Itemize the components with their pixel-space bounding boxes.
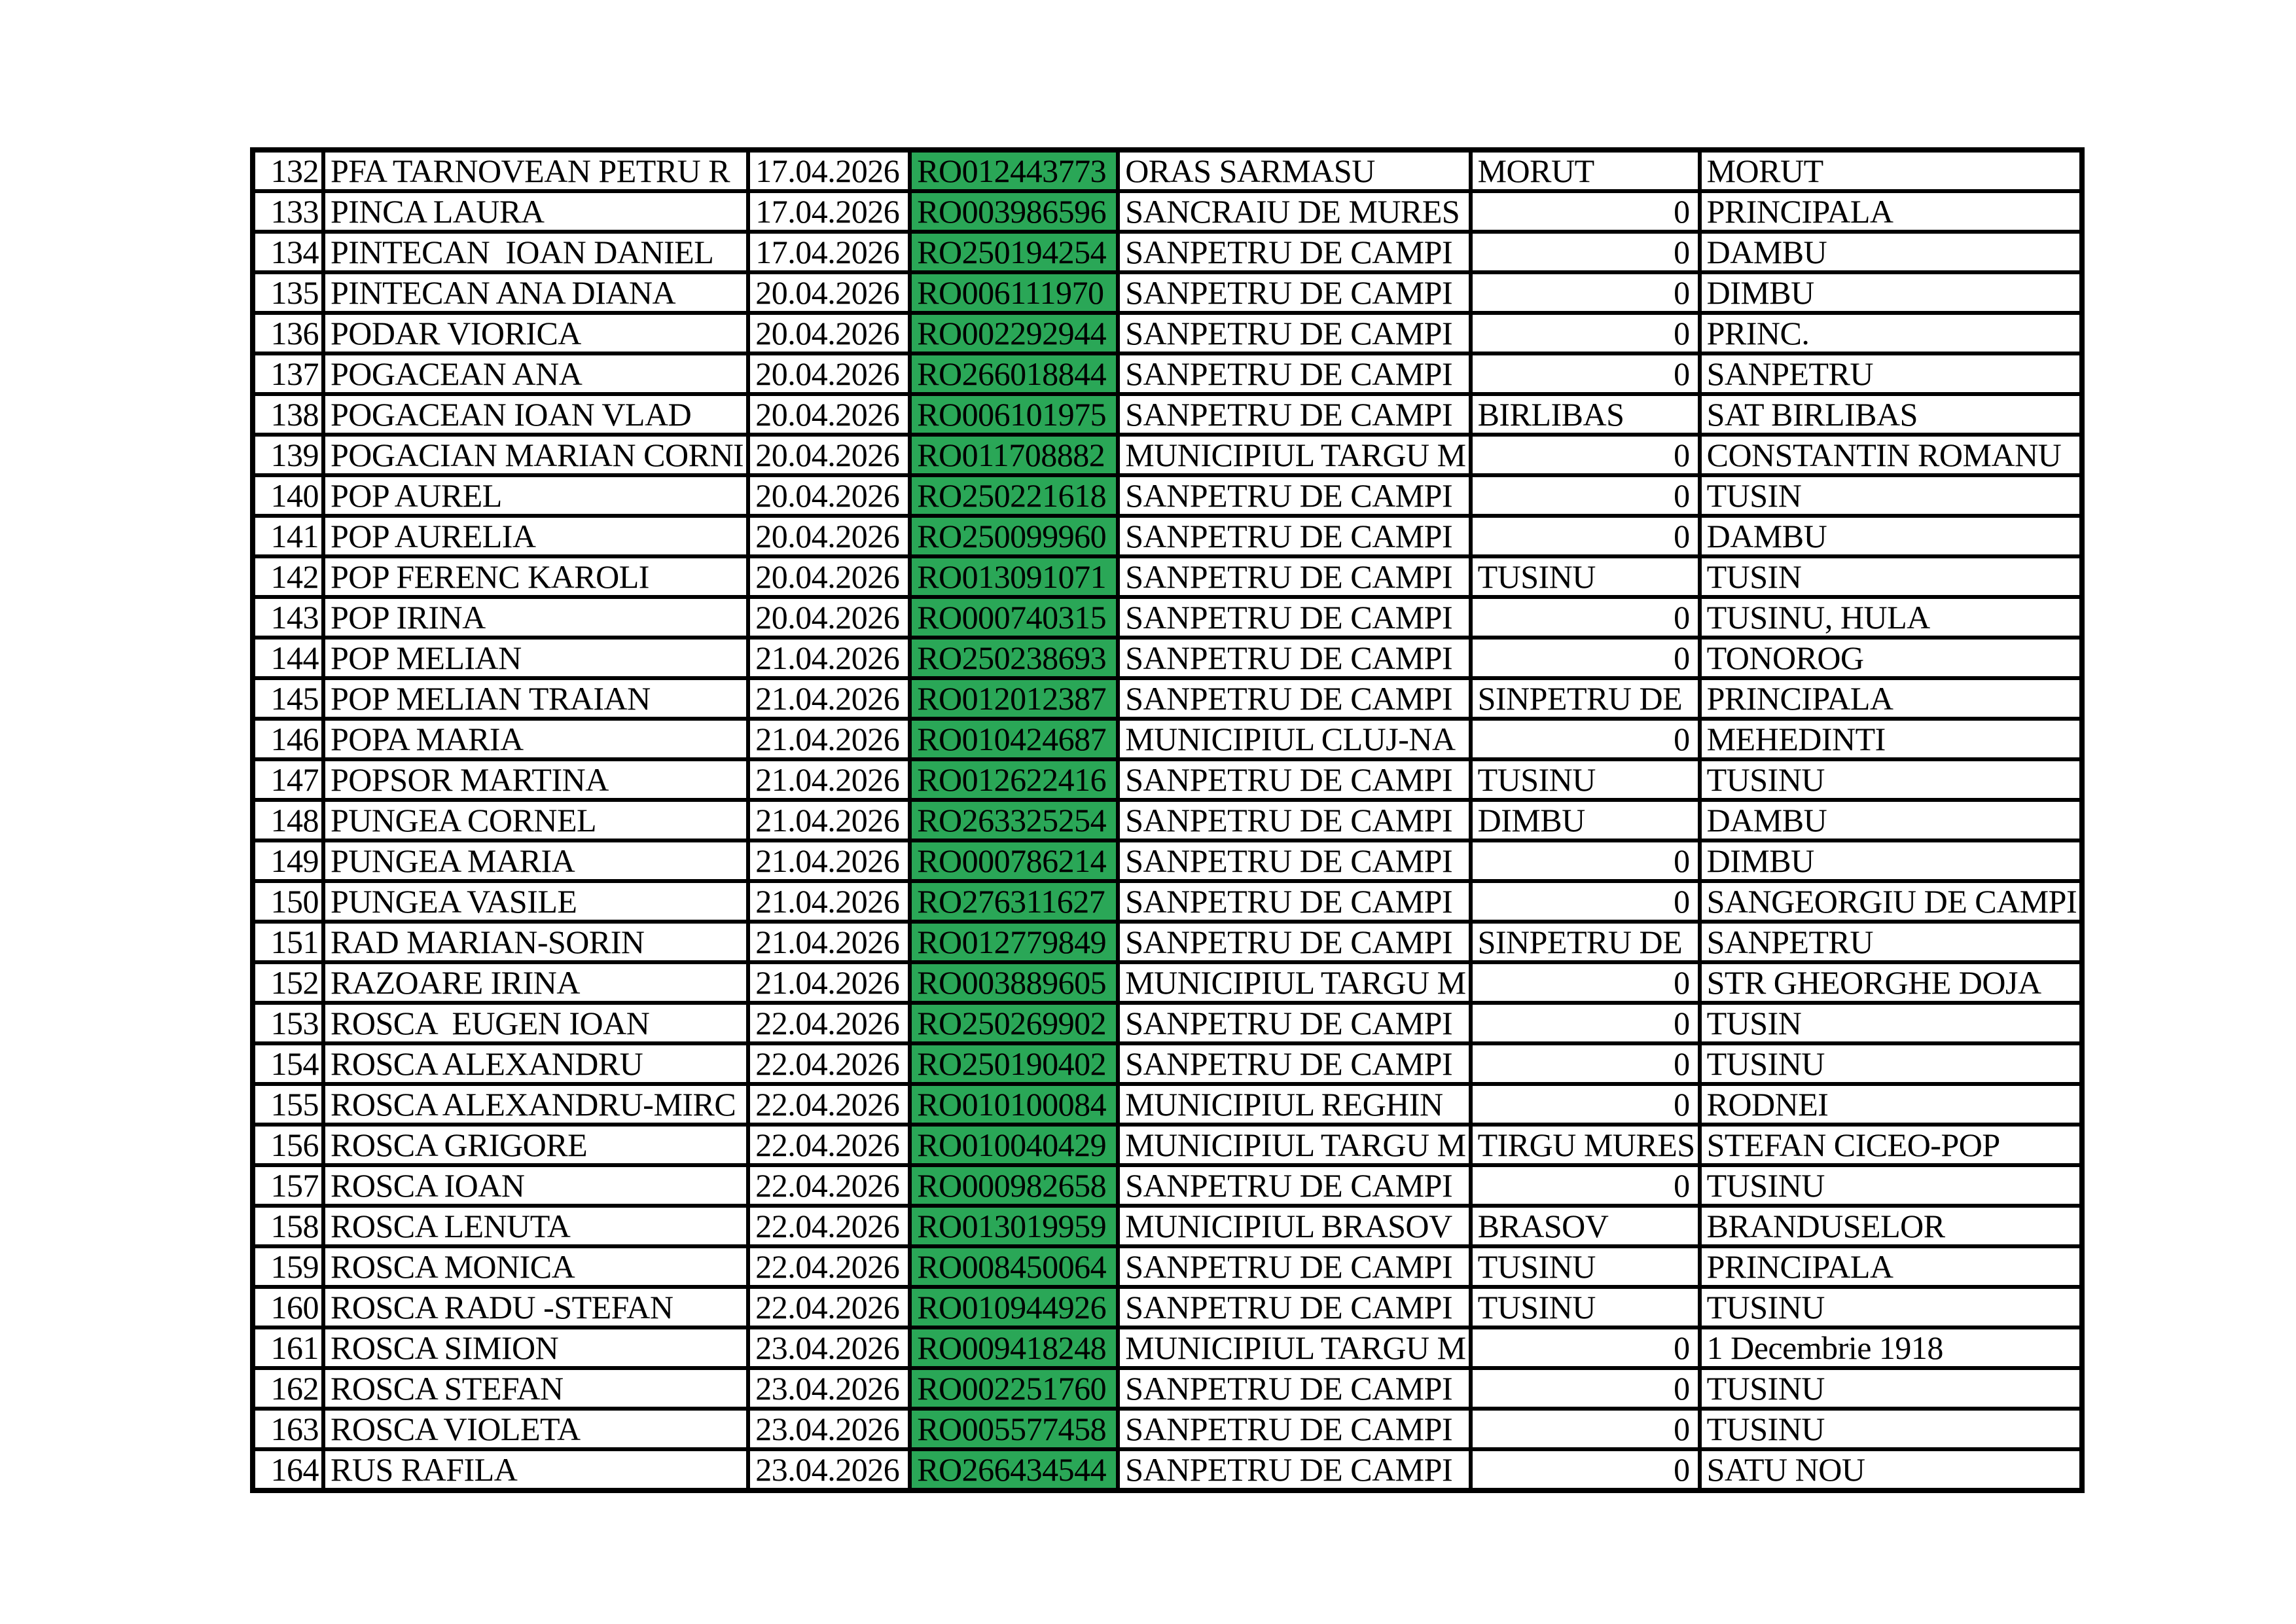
cell-date: 21.04.2026 [748, 962, 910, 1003]
cell-village: 0 [1471, 435, 1700, 475]
cell-row-number: 138 [253, 394, 323, 435]
table-row [253, 1043, 2082, 1084]
table-row [253, 881, 2082, 922]
cell-row-number: 135 [253, 272, 323, 313]
cell-row-number: 161 [253, 1327, 323, 1368]
cell-row-number: 159 [253, 1246, 323, 1287]
cell-fiscal-code: RO250099960 [910, 516, 1118, 556]
table-row [253, 272, 2082, 313]
cell-street: CONSTANTIN ROMANU [1700, 435, 2083, 475]
cell-name: PUNGEA VASILE [323, 881, 748, 922]
cell-date: 21.04.2026 [748, 840, 910, 881]
cell-name: RAZOARE IRINA [323, 962, 748, 1003]
cell-street: TUSINU [1700, 1368, 2083, 1409]
cell-municipality: MUNICIPIUL TARGU M [1118, 435, 1470, 475]
cell-village: 0 [1471, 1084, 1700, 1125]
table-row [253, 922, 2082, 962]
cell-street: DIMBU [1700, 840, 2083, 881]
cell-municipality: SANCRAIU DE MURES [1118, 191, 1470, 232]
records-table [250, 147, 2085, 1493]
cell-street: DAMBU [1700, 800, 2083, 840]
cell-village: 0 [1471, 191, 1700, 232]
cell-municipality: SANPETRU DE CAMPI [1118, 1287, 1470, 1327]
cell-name: ROSCA GRIGORE [323, 1125, 748, 1165]
table-row [253, 191, 2082, 232]
cell-date: 22.04.2026 [748, 1043, 910, 1084]
cell-street: RODNEI [1700, 1084, 2083, 1125]
table-row [253, 232, 2082, 272]
cell-row-number: 163 [253, 1409, 323, 1449]
cell-fiscal-code: RO011708882 [910, 435, 1118, 475]
cell-village: BIRLIBAS [1471, 394, 1700, 435]
cell-street: TUSINU [1700, 1409, 2083, 1449]
cell-fiscal-code: RO000786214 [910, 840, 1118, 881]
cell-name: POGACIAN MARIAN CORNI [323, 435, 748, 475]
cell-row-number: 158 [253, 1206, 323, 1246]
cell-fiscal-code: RO250269902 [910, 1003, 1118, 1043]
cell-village: 0 [1471, 1449, 1700, 1490]
cell-name: POP MELIAN TRAIAN [323, 678, 748, 719]
cell-fiscal-code: RO012443773 [910, 150, 1118, 191]
table-row [253, 962, 2082, 1003]
cell-fiscal-code: RO005577458 [910, 1409, 1118, 1449]
cell-name: ROSCA LENUTA [323, 1206, 748, 1246]
cell-date: 21.04.2026 [748, 678, 910, 719]
cell-row-number: 144 [253, 638, 323, 678]
table-row [253, 313, 2082, 353]
cell-street: DAMBU [1700, 516, 2083, 556]
cell-village: SINPETRU DE [1471, 678, 1700, 719]
cell-village: 0 [1471, 475, 1700, 516]
cell-date: 17.04.2026 [748, 150, 910, 191]
cell-municipality: SANPETRU DE CAMPI [1118, 475, 1470, 516]
cell-name: ROSCA ALEXANDRU-MIRC [323, 1084, 748, 1125]
cell-village: TUSINU [1471, 556, 1700, 597]
cell-street: PRINCIPALA [1700, 1246, 2083, 1287]
cell-name: PFA TARNOVEAN PETRU R [323, 150, 748, 191]
table-row [253, 1246, 2082, 1287]
cell-fiscal-code: RO000982658 [910, 1165, 1118, 1206]
cell-name: PINCA LAURA [323, 191, 748, 232]
cell-street: PRINC. [1700, 313, 2083, 353]
cell-village: 0 [1471, 962, 1700, 1003]
cell-street: SAT BIRLIBAS [1700, 394, 2083, 435]
cell-name: POGACEAN IOAN VLAD [323, 394, 748, 435]
cell-row-number: 137 [253, 353, 323, 394]
cell-municipality: SANPETRU DE CAMPI [1118, 840, 1470, 881]
cell-village: TUSINU [1471, 1287, 1700, 1327]
cell-street: DIMBU [1700, 272, 2083, 313]
cell-street: PRINCIPALA [1700, 191, 2083, 232]
cell-row-number: 160 [253, 1287, 323, 1327]
cell-fiscal-code: RO276311627 [910, 881, 1118, 922]
cell-name: PUNGEA CORNEL [323, 800, 748, 840]
cell-fiscal-code: RO010944926 [910, 1287, 1118, 1327]
cell-fiscal-code: RO008450064 [910, 1246, 1118, 1287]
table-row [253, 638, 2082, 678]
cell-row-number: 142 [253, 556, 323, 597]
table-row [253, 759, 2082, 800]
cell-street: SANGEORGIU DE CAMPI [1700, 881, 2083, 922]
cell-row-number: 146 [253, 719, 323, 759]
cell-municipality: MUNICIPIUL TARGU M [1118, 1327, 1470, 1368]
cell-municipality: MUNICIPIUL REGHIN [1118, 1084, 1470, 1125]
cell-row-number: 136 [253, 313, 323, 353]
cell-municipality: SANPETRU DE CAMPI [1118, 1409, 1470, 1449]
cell-street: TUSIN [1700, 475, 2083, 516]
cell-date: 20.04.2026 [748, 435, 910, 475]
table-row [253, 840, 2082, 881]
cell-name: PODAR VIORICA [323, 313, 748, 353]
cell-fiscal-code: RO013019959 [910, 1206, 1118, 1246]
cell-street: STR GHEORGHE DOJA [1700, 962, 2083, 1003]
cell-street: SANPETRU [1700, 353, 2083, 394]
cell-fiscal-code: RO000740315 [910, 597, 1118, 638]
cell-name: POPA MARIA [323, 719, 748, 759]
table-row [253, 150, 2082, 191]
cell-village: 0 [1471, 1327, 1700, 1368]
cell-name: ROSCA IOAN [323, 1165, 748, 1206]
cell-village: 0 [1471, 313, 1700, 353]
cell-row-number: 149 [253, 840, 323, 881]
table-row [253, 1206, 2082, 1246]
cell-name: ROSCA ALEXANDRU [323, 1043, 748, 1084]
cell-village: 0 [1471, 353, 1700, 394]
cell-date: 17.04.2026 [748, 232, 910, 272]
table-row [253, 800, 2082, 840]
cell-municipality: SANPETRU DE CAMPI [1118, 800, 1470, 840]
cell-village: 0 [1471, 1003, 1700, 1043]
cell-street: 1 Decembrie 1918 [1700, 1327, 2083, 1368]
records-table-body [253, 150, 2082, 1490]
cell-village: MORUT [1471, 150, 1700, 191]
cell-municipality: SANPETRU DE CAMPI [1118, 353, 1470, 394]
cell-date: 22.04.2026 [748, 1246, 910, 1287]
cell-date: 21.04.2026 [748, 881, 910, 922]
cell-fiscal-code: RO003889605 [910, 962, 1118, 1003]
cell-municipality: SANPETRU DE CAMPI [1118, 272, 1470, 313]
cell-name: PINTECAN ANA DIANA [323, 272, 748, 313]
cell-village: 0 [1471, 1043, 1700, 1084]
cell-municipality: SANPETRU DE CAMPI [1118, 1165, 1470, 1206]
cell-fiscal-code: RO010424687 [910, 719, 1118, 759]
cell-fiscal-code: RO266434544 [910, 1449, 1118, 1490]
table-row [253, 1449, 2082, 1490]
cell-municipality: SANPETRU DE CAMPI [1118, 881, 1470, 922]
cell-street: TUSINU [1700, 1043, 2083, 1084]
cell-village: 0 [1471, 881, 1700, 922]
cell-fiscal-code: RO012622416 [910, 759, 1118, 800]
cell-municipality: SANPETRU DE CAMPI [1118, 394, 1470, 435]
cell-date: 20.04.2026 [748, 313, 910, 353]
cell-municipality: SANPETRU DE CAMPI [1118, 313, 1470, 353]
cell-fiscal-code: RO002251760 [910, 1368, 1118, 1409]
cell-village: 0 [1471, 232, 1700, 272]
cell-name: ROSCA RADU -STEFAN [323, 1287, 748, 1327]
table-row [253, 516, 2082, 556]
cell-fiscal-code: RO266018844 [910, 353, 1118, 394]
cell-name: POP IRINA [323, 597, 748, 638]
cell-date: 22.04.2026 [748, 1165, 910, 1206]
table-row [253, 1368, 2082, 1409]
cell-fiscal-code: RO012012387 [910, 678, 1118, 719]
cell-name: ROSCA VIOLETA [323, 1409, 748, 1449]
cell-municipality: SANPETRU DE CAMPI [1118, 759, 1470, 800]
cell-row-number: 148 [253, 800, 323, 840]
cell-row-number: 133 [253, 191, 323, 232]
cell-fiscal-code: RO010100084 [910, 1084, 1118, 1125]
cell-street: SATU NOU [1700, 1449, 2083, 1490]
cell-village: 0 [1471, 1368, 1700, 1409]
table-row [253, 1003, 2082, 1043]
cell-fiscal-code: RO012779849 [910, 922, 1118, 962]
cell-street: STEFAN CICEO-POP [1700, 1125, 2083, 1165]
cell-fiscal-code: RO002292944 [910, 313, 1118, 353]
table-row [253, 1125, 2082, 1165]
cell-row-number: 134 [253, 232, 323, 272]
cell-date: 23.04.2026 [748, 1368, 910, 1409]
cell-fiscal-code: RO250238693 [910, 638, 1118, 678]
cell-street: SANPETRU [1700, 922, 2083, 962]
cell-name: ROSCA MONICA [323, 1246, 748, 1287]
cell-date: 21.04.2026 [748, 638, 910, 678]
cell-date: 22.04.2026 [748, 1206, 910, 1246]
cell-name: PINTECAN IOAN DANIEL [323, 232, 748, 272]
cell-fiscal-code: RO003986596 [910, 191, 1118, 232]
cell-village: 0 [1471, 1409, 1700, 1449]
cell-municipality: SANPETRU DE CAMPI [1118, 1003, 1470, 1043]
cell-row-number: 150 [253, 881, 323, 922]
cell-fiscal-code: RO006101975 [910, 394, 1118, 435]
table-row [253, 435, 2082, 475]
cell-name: POP FERENC KAROLI [323, 556, 748, 597]
cell-village: 0 [1471, 597, 1700, 638]
cell-name: POP AUREL [323, 475, 748, 516]
cell-fiscal-code: RO006111970 [910, 272, 1118, 313]
cell-row-number: 140 [253, 475, 323, 516]
cell-row-number: 143 [253, 597, 323, 638]
cell-village: 0 [1471, 638, 1700, 678]
cell-date: 22.04.2026 [748, 1125, 910, 1165]
cell-fiscal-code: RO009418248 [910, 1327, 1118, 1368]
cell-date: 20.04.2026 [748, 394, 910, 435]
cell-street: MORUT [1700, 150, 2083, 191]
cell-municipality: SANPETRU DE CAMPI [1118, 1246, 1470, 1287]
cell-name: PUNGEA MARIA [323, 840, 748, 881]
cell-row-number: 132 [253, 150, 323, 191]
cell-date: 17.04.2026 [748, 191, 910, 232]
cell-street: TUSIN [1700, 1003, 2083, 1043]
cell-fiscal-code: RO013091071 [910, 556, 1118, 597]
cell-row-number: 139 [253, 435, 323, 475]
cell-date: 20.04.2026 [748, 272, 910, 313]
cell-row-number: 164 [253, 1449, 323, 1490]
cell-municipality: SANPETRU DE CAMPI [1118, 1449, 1470, 1490]
cell-row-number: 152 [253, 962, 323, 1003]
cell-fiscal-code: RO263325254 [910, 800, 1118, 840]
cell-date: 21.04.2026 [748, 922, 910, 962]
cell-municipality: SANPETRU DE CAMPI [1118, 1368, 1470, 1409]
cell-date: 21.04.2026 [748, 719, 910, 759]
cell-row-number: 156 [253, 1125, 323, 1165]
cell-date: 23.04.2026 [748, 1409, 910, 1449]
cell-row-number: 147 [253, 759, 323, 800]
cell-village: TUSINU [1471, 759, 1700, 800]
cell-street: TUSINU [1700, 1287, 2083, 1327]
cell-fiscal-code: RO250194254 [910, 232, 1118, 272]
cell-street: MEHEDINTI [1700, 719, 2083, 759]
cell-name: ROSCA EUGEN IOAN [323, 1003, 748, 1043]
cell-village: 0 [1471, 719, 1700, 759]
cell-municipality: SANPETRU DE CAMPI [1118, 922, 1470, 962]
cell-date: 20.04.2026 [748, 597, 910, 638]
cell-row-number: 141 [253, 516, 323, 556]
cell-date: 20.04.2026 [748, 516, 910, 556]
cell-name: ROSCA SIMION [323, 1327, 748, 1368]
table-row [253, 597, 2082, 638]
cell-date: 23.04.2026 [748, 1327, 910, 1368]
cell-village: 0 [1471, 1165, 1700, 1206]
cell-row-number: 145 [253, 678, 323, 719]
cell-village: DIMBU [1471, 800, 1700, 840]
cell-village: 0 [1471, 516, 1700, 556]
table-row [253, 353, 2082, 394]
cell-street: TUSINU [1700, 1165, 2083, 1206]
cell-name: POPSOR MARTINA [323, 759, 748, 800]
cell-date: 23.04.2026 [748, 1449, 910, 1490]
table-row [253, 1165, 2082, 1206]
cell-municipality: MUNICIPIUL CLUJ-NA [1118, 719, 1470, 759]
cell-village: TUSINU [1471, 1246, 1700, 1287]
cell-municipality: SANPETRU DE CAMPI [1118, 1043, 1470, 1084]
cell-row-number: 151 [253, 922, 323, 962]
cell-street: TUSINU [1700, 759, 2083, 800]
cell-village: TIRGU MURES [1471, 1125, 1700, 1165]
cell-date: 20.04.2026 [748, 353, 910, 394]
cell-street: DAMBU [1700, 232, 2083, 272]
cell-municipality: SANPETRU DE CAMPI [1118, 678, 1470, 719]
cell-municipality: MUNICIPIUL BRASOV [1118, 1206, 1470, 1246]
cell-municipality: SANPETRU DE CAMPI [1118, 232, 1470, 272]
cell-street: TUSIN [1700, 556, 2083, 597]
table-row [253, 394, 2082, 435]
cell-row-number: 155 [253, 1084, 323, 1125]
cell-date: 22.04.2026 [748, 1084, 910, 1125]
cell-street: BRANDUSELOR [1700, 1206, 2083, 1246]
table-row [253, 1084, 2082, 1125]
cell-street: PRINCIPALA [1700, 678, 2083, 719]
table-row [253, 1287, 2082, 1327]
cell-row-number: 153 [253, 1003, 323, 1043]
table-row [253, 1409, 2082, 1449]
cell-date: 21.04.2026 [748, 759, 910, 800]
table-row [253, 719, 2082, 759]
cell-date: 20.04.2026 [748, 556, 910, 597]
cell-row-number: 157 [253, 1165, 323, 1206]
cell-street: TONOROG [1700, 638, 2083, 678]
cell-date: 22.04.2026 [748, 1003, 910, 1043]
cell-row-number: 154 [253, 1043, 323, 1084]
cell-date: 21.04.2026 [748, 800, 910, 840]
cell-village: 0 [1471, 272, 1700, 313]
cell-name: POP MELIAN [323, 638, 748, 678]
cell-date: 22.04.2026 [748, 1287, 910, 1327]
cell-fiscal-code: RO010040429 [910, 1125, 1118, 1165]
cell-fiscal-code: RO250221618 [910, 475, 1118, 516]
cell-fiscal-code: RO250190402 [910, 1043, 1118, 1084]
cell-municipality: ORAS SARMASU [1118, 150, 1470, 191]
table-row [253, 475, 2082, 516]
cell-street: TUSINU, HULA [1700, 597, 2083, 638]
table-row [253, 1327, 2082, 1368]
cell-name: POGACEAN ANA [323, 353, 748, 394]
table-row [253, 556, 2082, 597]
cell-name: ROSCA STEFAN [323, 1368, 748, 1409]
cell-row-number: 162 [253, 1368, 323, 1409]
cell-municipality: MUNICIPIUL TARGU M [1118, 1125, 1470, 1165]
table-row [253, 678, 2082, 719]
cell-village: 0 [1471, 840, 1700, 881]
cell-name: RUS RAFILA [323, 1449, 748, 1490]
cell-municipality: SANPETRU DE CAMPI [1118, 597, 1470, 638]
cell-municipality: MUNICIPIUL TARGU M [1118, 962, 1470, 1003]
cell-village: BRASOV [1471, 1206, 1700, 1246]
cell-name: RAD MARIAN-SORIN [323, 922, 748, 962]
cell-date: 20.04.2026 [748, 475, 910, 516]
cell-village: SINPETRU DE [1471, 922, 1700, 962]
cell-name: POP AURELIA [323, 516, 748, 556]
cell-municipality: SANPETRU DE CAMPI [1118, 516, 1470, 556]
cell-municipality: SANPETRU DE CAMPI [1118, 556, 1470, 597]
cell-municipality: SANPETRU DE CAMPI [1118, 638, 1470, 678]
